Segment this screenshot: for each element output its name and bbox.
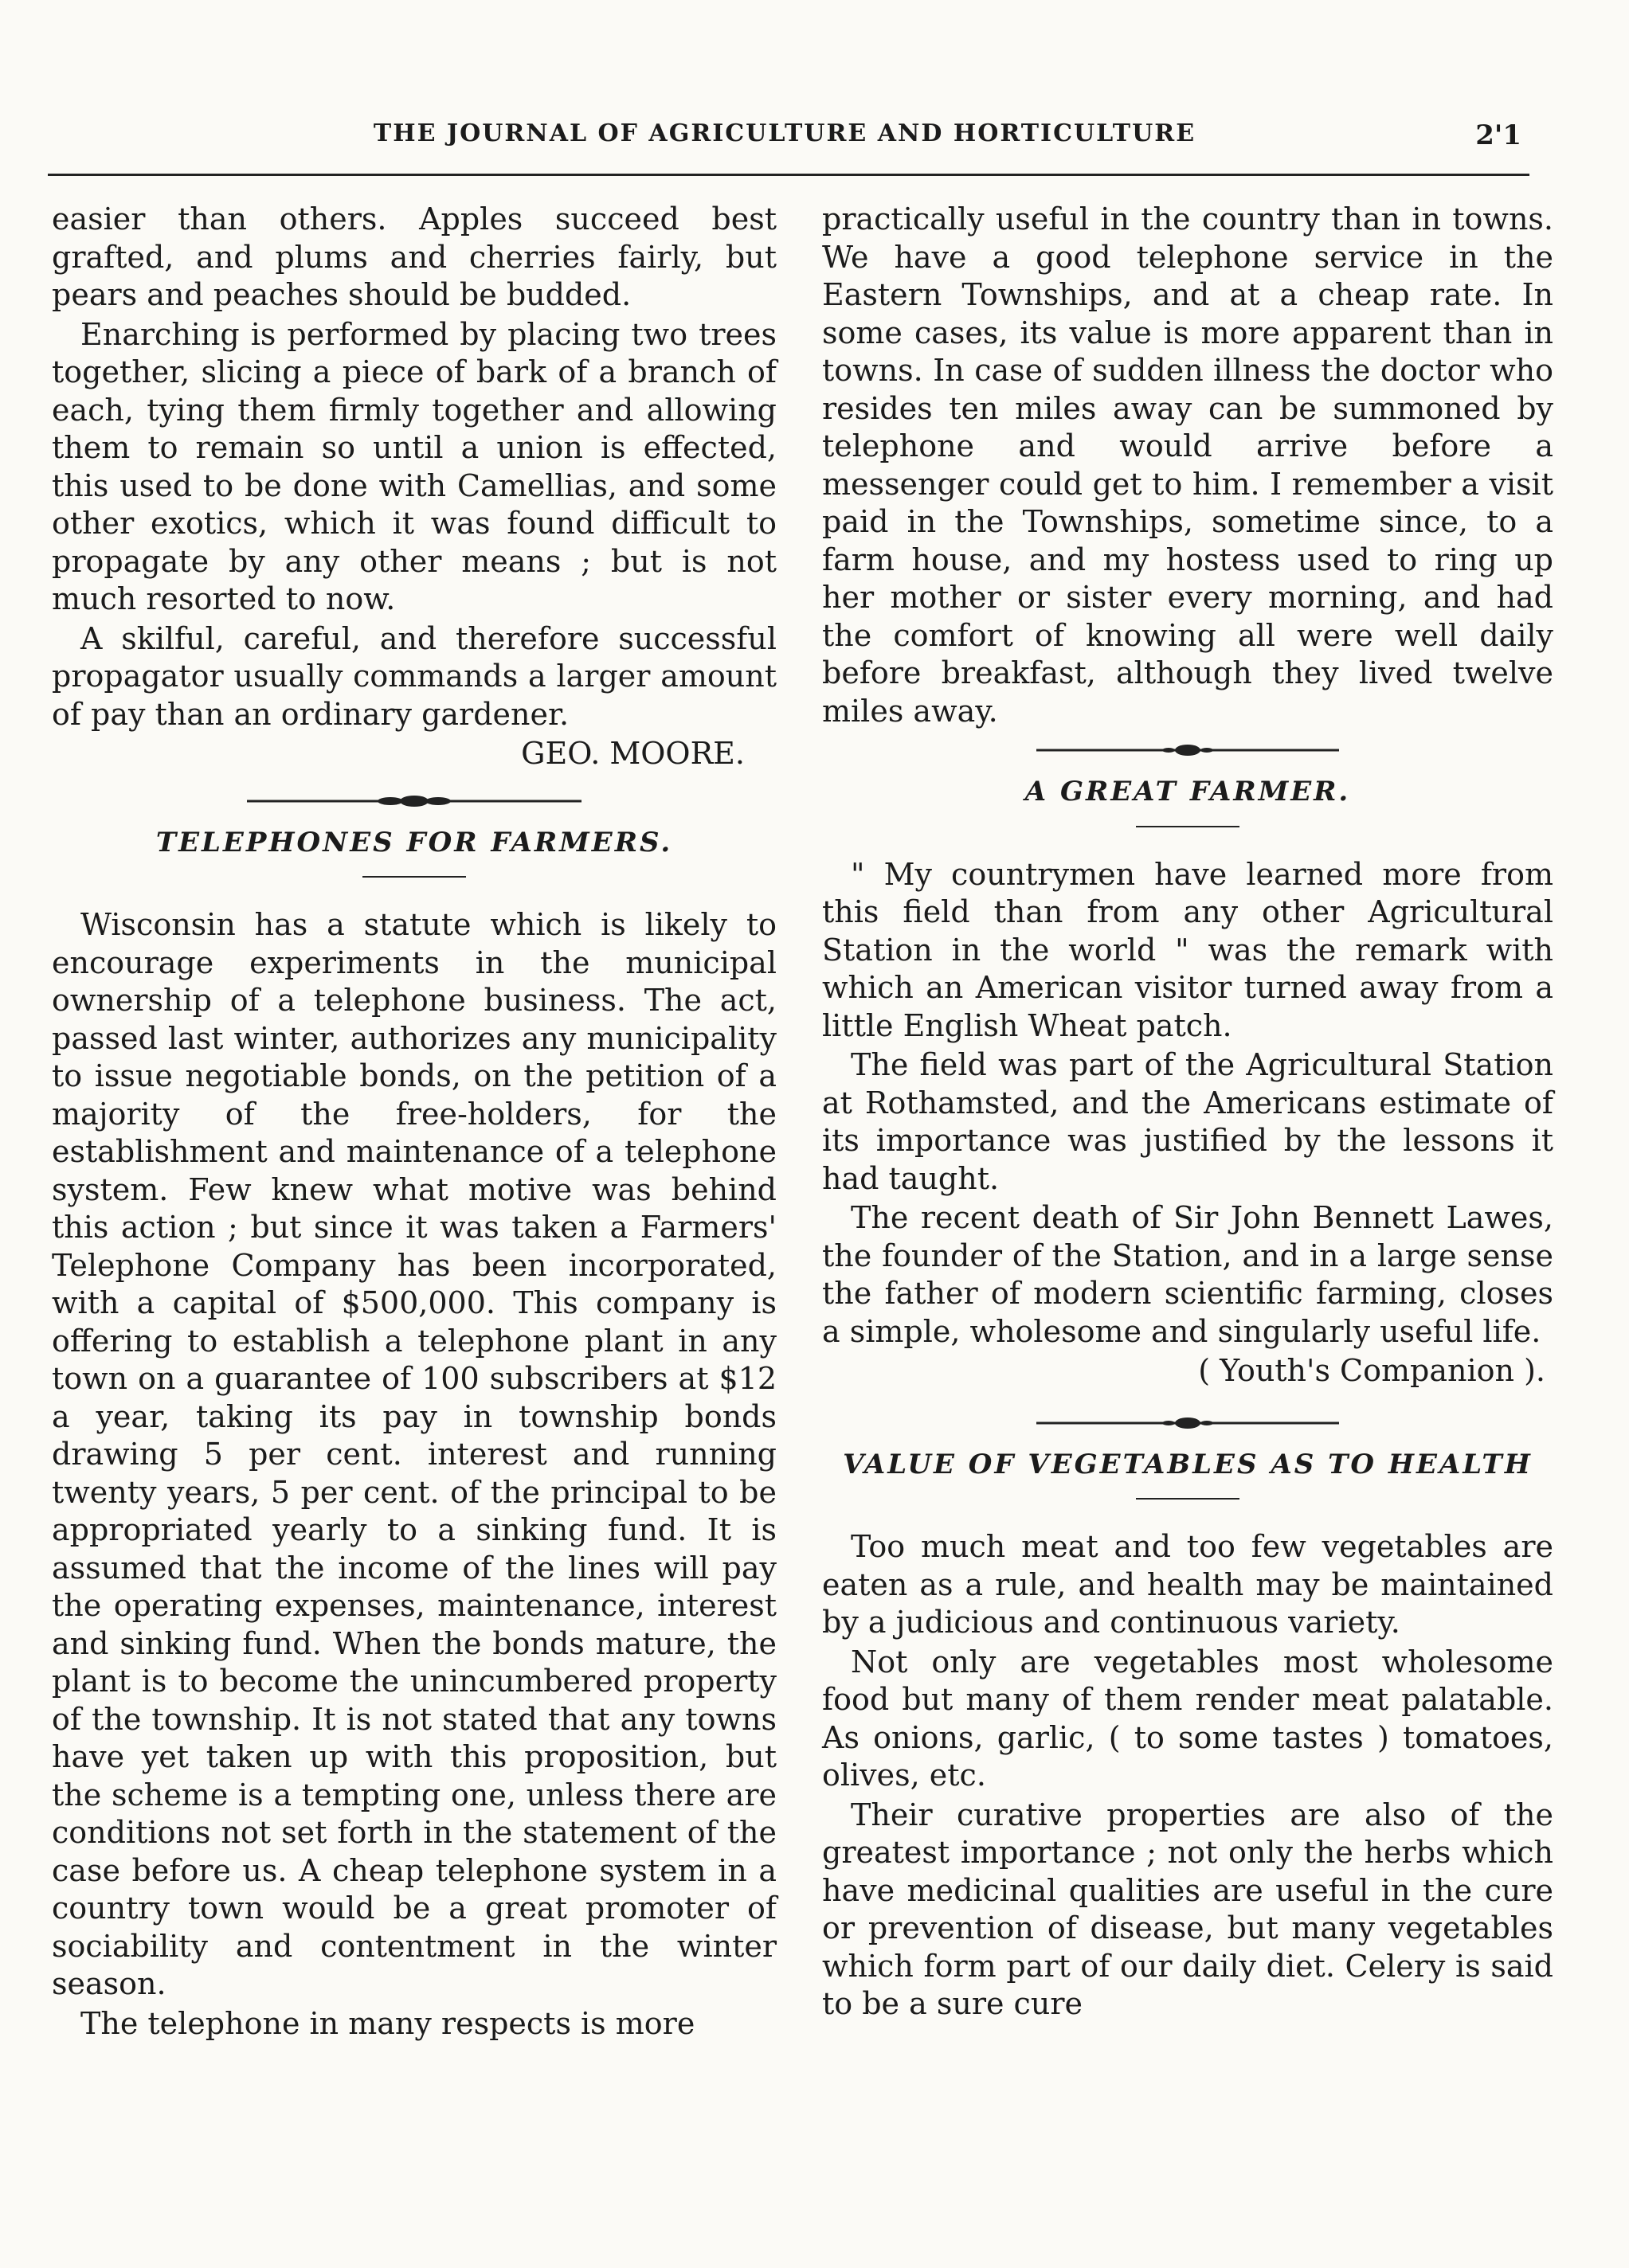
left-column (52, 201, 777, 2044)
vegetables-paragraph-3: Their curative properties are also of the greatest importance ; not only the herbs which have medicinal qualities are useful in the cure or prevention of disease, but many vegetables which form part of our daily diet. Celery is said to be a sure cure (822, 1797, 1553, 2021)
title-rule (1136, 826, 1239, 827)
vegetables-paragraph-1: Too much meat and too few vegetables are eaten as a rule, and health may be maintained by a judicious and continuous variety. (822, 1529, 1553, 1640)
telephones-continued: practically useful in the country than in towns. We have a good telephone service in the Eastern Townships, and at a cheap rate. In some cases, its value is more apparent than in towns. In case of sudden illness the doctor who resides ten miles away can be summoned by telephone and would arrive before a messenger could get to him. I remember a visit paid in the Townships, sometime since, to a farm house, and my hostess used to ring up her mother or sister every morning, and had the comfort of knowing all were well daily before breakfast, although they lived twelve miles away. (822, 201, 1553, 729)
vegetables-paragraph-2: Not only are vegetables most wholesome food but many of them render meat palatable. As onions, garlic, ( to some tastes ) tomatoes, olives, etc. (822, 1644, 1553, 1793)
page-number: 2'1 (1475, 119, 1521, 151)
great-farmer-title: A GREAT FARMER. (1024, 776, 1351, 807)
grafting-paragraph-3: A skilful, careful, and therefore successful propagator usually commands a larger amount of pay than an ordinary gardener. (52, 620, 777, 732)
title-rule (1136, 1498, 1239, 1500)
grafting-paragraph-1: easier than others. Apples succeed best grafted, and plums and cherries fairly, but pears and peaches should be budded. (52, 201, 777, 312)
running-header (48, 119, 1521, 167)
farmer-paragraph-2: The field was part of the Agricultural Station at Rothamsted, and the Americans estimate of its importance was justified by the lessons it had taught. (822, 1047, 1553, 1196)
title-rule (362, 876, 466, 878)
right-column (822, 201, 1553, 2025)
section-ornament (247, 792, 582, 810)
telephones-paragraph-1: Wisconsin has a statute which is likely to encourage experiments in the municipal ownership of a telephone business. The act, passed last winter, authorizes any municipality to issue negotiable bonds, on the petition of a majority of the free-holders, for the establishment and maintenance of a telephone system. Few knew what motive was behind this action ; but since it was taken a Farmers' Telephone Company has been incorporated, with a capital of $500,000. This company is offering to establish a telephone plant in any town on a guarantee of 100 subscribers at $12 a year, taking its pay in township bonds drawing 5 per cent. interest and running twenty years, 5 per cent. of the principal to be appropriated yearly to a sinking fund. It is assumed that the income of the lines will pay the operating expenses, maintenance, interest and sinking fund. When the bonds mature, the plant is to become the unincumbered property of the township. It is not stated that any towns have yet taken up with this proposition, but the scheme is a tempting one, unless there are conditions not set forth in the statement of the case before us. A cheap telephone system in a country town would be a great promoter of sociability and contentment in the winter season. (52, 907, 777, 2001)
farmer-source: ( Youth's Companion ). (1198, 1353, 1545, 1388)
telephones-paragraph-2: The telephone in many respects is more (80, 2005, 695, 2041)
section-ornament (1036, 741, 1339, 759)
grafting-paragraph-2: Enarching is performed by placing two trees together, slicing a piece of bark of a branch of each, tying them firmly together and allowing them to remain so until a union is effected, this used to be done with Camellias, and some other exotics, which it was found difficult to propagate by any other means ; but is not much resorted to now. (52, 316, 777, 616)
farmer-paragraph-1: " My countrymen have learned more from this field than from any other Agricultural Station in the world " was the remark with which an American visitor turned away from a little English Wheat patch. (822, 856, 1553, 1043)
section-ornament (1036, 1414, 1339, 1432)
grafting-signature: GEO. MOORE. (521, 736, 745, 771)
telephones-title: TELEPHONES FOR FARMERS. (155, 826, 673, 858)
vegetables-title: VALUE OF VEGETABLES AS TO HEALTH (843, 1448, 1533, 1480)
header-rule (48, 174, 1529, 176)
journal-title: THE JOURNAL OF AGRICULTURE AND HORTICULTURE (373, 119, 1196, 147)
farmer-paragraph-3: The recent death of Sir John Bennett Lawes, the founder of the Station, and in a large sense the father of modern scientific farming, closes a simple, wholesome and singularly useful life. (822, 1200, 1553, 1349)
